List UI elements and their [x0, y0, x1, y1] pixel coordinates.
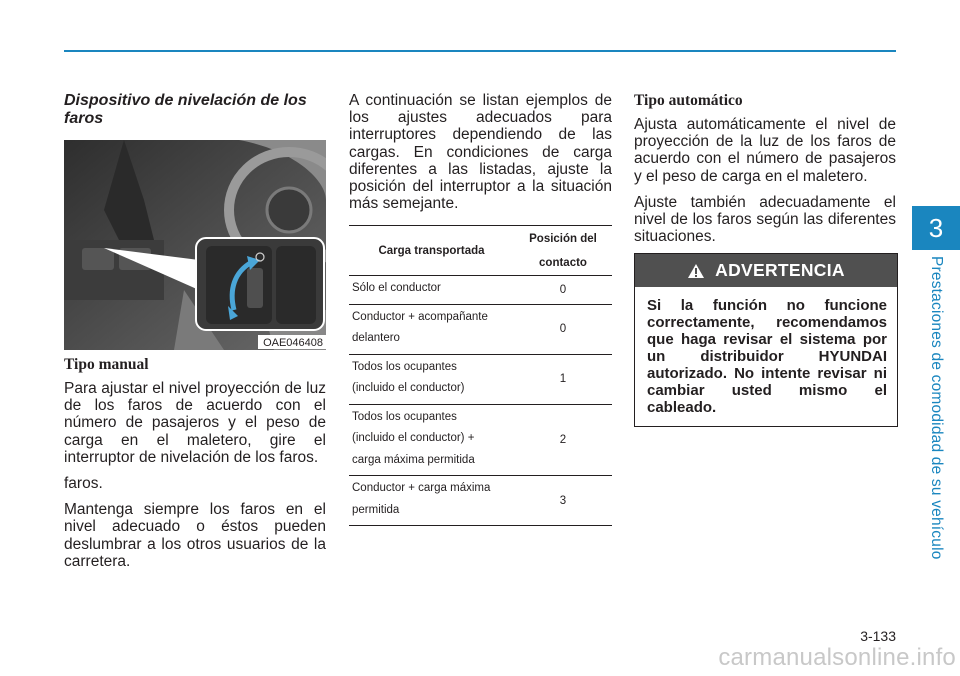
load-cell: Conductor + acompañante delantero [352, 310, 488, 344]
load-position-table [349, 225, 612, 526]
table-header-row [349, 226, 612, 276]
column-header-load: Carga transportada [349, 226, 514, 276]
warning-triangle-icon [687, 263, 705, 279]
section-heading: Dispositivo de nivelación de los faros [64, 92, 307, 127]
table-row [349, 304, 612, 354]
position-cell: 2 [514, 404, 612, 476]
paragraph: faros. [64, 475, 103, 493]
chapter-number: 3 [928, 212, 944, 243]
column-header-position: Posición del contacto [514, 226, 612, 276]
headlight-leveling-photo [64, 140, 326, 350]
table-row [349, 404, 612, 476]
load-cell: Sólo el conductor [352, 282, 441, 294]
column-middle [349, 92, 612, 221]
table-row [349, 276, 612, 305]
position-cell: 3 [514, 476, 612, 526]
warning-text: Si la función no funcione correctamente, recomendamos que haga revisar el sistema por un distribuidor HYUNDAI autorizado. No intente revisar ni cambiar usted mismo el cableado. [647, 297, 887, 416]
paragraph: Para ajustar el nivel proyección de luz de los faros de acuerdo con el número de pasajeros y el peso de carga en el maletero, gire el interruptor de nivelación de los faros. [64, 380, 326, 466]
load-cell: Conductor + carga máxima permitida [352, 482, 491, 516]
chapter-side-title [924, 256, 948, 560]
column-right [634, 92, 896, 254]
paragraph: Mantenga siempre los faros en el nivel adecuado o éstos pueden deslumbrar a los otros usuarios de la carretera. [64, 501, 326, 570]
warning-title: ADVERTENCIA [715, 260, 845, 280]
intro-paragraph: A continuación se listan ejemplos de los ajustes adecuados para interruptores dependiendo de las cargas. En condiciones de carga diferentes a las listadas, ajuste la posición del interruptor a la situación más semejante. [349, 92, 612, 213]
paragraph: Ajuste también adecuadamente el nivel de los faros según las diferentes situaciones. [634, 193, 896, 246]
warning-box [634, 253, 898, 427]
subheading-automatic: Tipo automático [634, 92, 743, 109]
table-row [349, 354, 612, 404]
watermark: carmanualsonline.info [718, 644, 956, 671]
image-caption: OAE046408 [258, 335, 326, 349]
table-row [349, 476, 612, 526]
warning-header [635, 254, 897, 287]
top-rule [64, 50, 896, 52]
subheading-manual: Tipo manual [64, 356, 149, 373]
position-cell: 0 [514, 276, 612, 305]
load-cell: Todos los ocupantes (incluido el conductor) + carga máxima permitida [352, 410, 475, 466]
paragraph: Ajusta automáticamente el nivel de proyección de la luz de los faros de acuerdo con el número de pasajeros y el peso de carga en el maletero. [634, 116, 896, 185]
position-cell: 0 [514, 304, 612, 354]
position-cell: 1 [514, 354, 612, 404]
page-number: 3-133 [860, 628, 896, 644]
load-cell: Todos los ocupantes (incluido el conductor) [352, 360, 465, 394]
chapter-tab [912, 206, 960, 250]
chapter-title: Prestaciones de comodidad de su vehículo [928, 256, 945, 560]
column-left [64, 92, 326, 579]
headlight-leveling-switch-illustration [64, 140, 326, 350]
